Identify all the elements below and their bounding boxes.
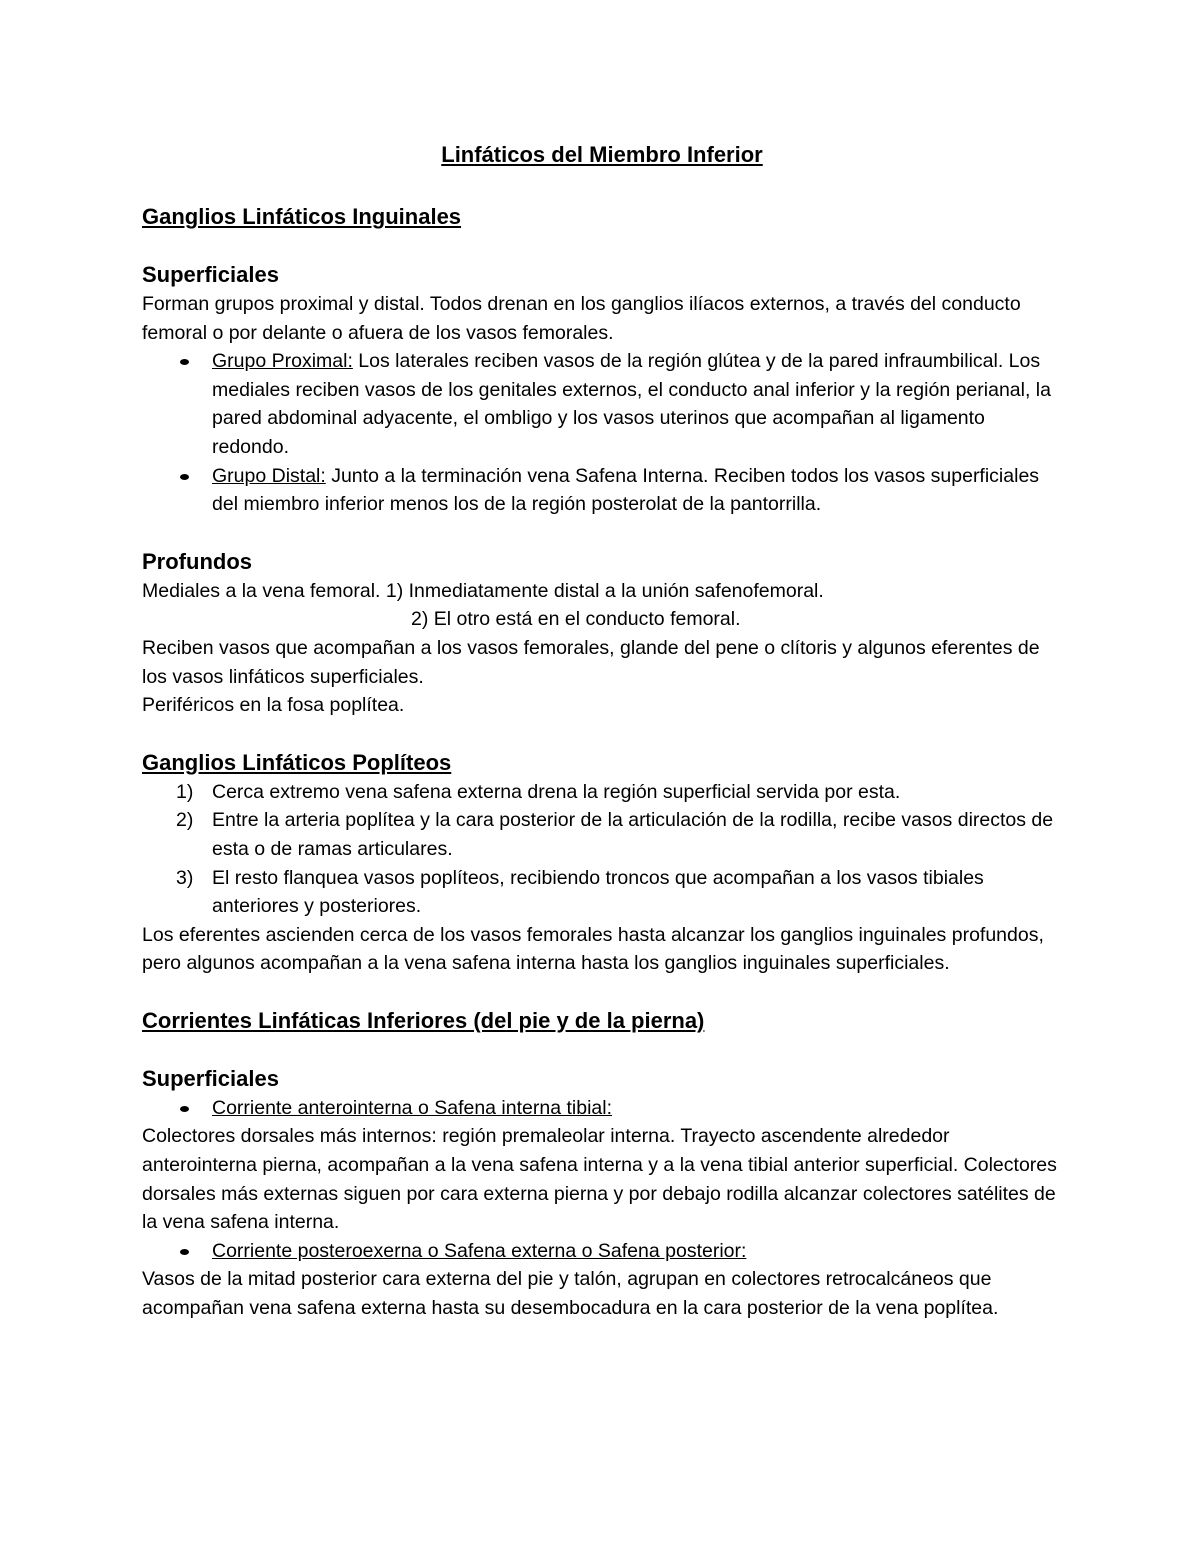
corriente-posteroexterna-text: Vasos de la mitad posterior cara externa del pie y talón, agrupan en colectores retrocalcáneos que acompañan vena safena externa hasta su desembocadura en la cara posterior de la vena poplítea. bbox=[142, 1268, 999, 1320]
list-marker: 2) bbox=[176, 809, 194, 832]
list-item-label: Grupo Proximal: bbox=[212, 350, 353, 373]
heading-ganglios-inguinales: Ganglios Linfáticos Inguinales bbox=[142, 204, 462, 229]
list-marker: 3) bbox=[176, 866, 194, 889]
subheading-corrientes-superficiales: Superficiales bbox=[142, 1065, 279, 1091]
bullet-icon bbox=[180, 1249, 189, 1255]
list-item-label: Corriente anterointerna o Safena interna tibial: bbox=[212, 1096, 612, 1119]
list-item bbox=[142, 778, 1062, 807]
bullet-icon bbox=[180, 474, 189, 480]
list-item bbox=[142, 806, 1062, 863]
list-item-text: El resto flanquea vasos poplíteos, recibiendo troncos que acompañan a los vasos tibiales anteriores y posteriores. bbox=[212, 866, 984, 918]
heading-corrientes-linfaticas: Corrientes Linfáticas Inferiores (del pie y de la pierna) bbox=[142, 1007, 705, 1033]
heading-ganglios-popliteos: Ganglios Linfáticos Poplíteos bbox=[142, 749, 452, 775]
profundos-line-2: 2) El otro está en el conducto femoral. bbox=[411, 608, 741, 631]
list-item bbox=[142, 462, 1062, 519]
profundos-line-4: Periféricos en la fosa poplítea. bbox=[142, 694, 405, 717]
document-page bbox=[142, 140, 1062, 1323]
list-marker: 1) bbox=[176, 780, 194, 803]
bullet-icon bbox=[180, 359, 189, 365]
superficiales-intro: Forman grupos proximal y distal. Todos drenan en los ganglios ilíacos externos, a través del conducto femoral o por delante o afuera de los vasos femorales. bbox=[142, 293, 1021, 344]
corriente-anterointerna-text: Colectores dorsales más internos: región premaleolar interna. Trayecto ascendente alrededor anterointerna pierna, acompañan a la vena safena interna y a la vena tibial anterior superficial. Colectores dorsales más externas siguen por cara externa pierna y por debajo rodilla alcanzar colectores satélites de la vena safena interna. bbox=[142, 1125, 1057, 1234]
list-item bbox=[142, 347, 1062, 461]
profundos-line-3: Reciben vasos que acompañan a los vasos femorales, glande del pene o clítoris y algunos eferentes de los vasos linfáticos superficiales. bbox=[142, 636, 1040, 688]
profundos-line-1: Mediales a la vena femoral. 1) Inmediatamente distal a la unión safenofemoral. bbox=[142, 579, 824, 602]
corrientes-list-2 bbox=[142, 1237, 1062, 1266]
list-item bbox=[142, 864, 1062, 921]
list-item-text: Cerca extremo vena safena externa drena la región superficial servida por esta. bbox=[212, 780, 901, 803]
popliteos-outro: Los eferentes ascienden cerca de los vasos femorales hasta alcanzar los ganglios inguinales profundos, pero algunos acompañan a la vena safena interna hasta los ganglios inguinales superficiales. bbox=[142, 923, 1044, 975]
list-item-label: Corriente posteroexerna o Safena externa o Safena posterior: bbox=[212, 1239, 747, 1262]
list-item-text: Los laterales reciben vasos de la región glútea y de la pared infraumbilical. Los mediales reciben vasos de los genitales externos, el conducto anal inferior y la región perianal, la pared abdominal adyacente, el ombligo y los vasos uterinos que acompañan al ligamento redondo. bbox=[212, 350, 1051, 458]
document-title: Linfáticos del Miembro Inferior bbox=[441, 142, 763, 167]
list-item bbox=[142, 1094, 1062, 1123]
subheading-superficiales: Superficiales bbox=[142, 262, 279, 287]
bullet-icon bbox=[180, 1106, 189, 1112]
list-item-text: Junto a la terminación vena Safena Interna. Reciben todos los vasos superficiales del miembro inferior menos los de la región posterolat de la pantorrilla. bbox=[212, 464, 1040, 516]
corrientes-list-1 bbox=[142, 1094, 1062, 1123]
list-item-label: Grupo Distal: bbox=[212, 464, 326, 487]
subheading-profundos: Profundos bbox=[142, 548, 252, 574]
list-item bbox=[142, 1237, 1062, 1266]
popliteos-list bbox=[142, 778, 1062, 921]
list-item-text: Entre la arteria poplítea y la cara posterior de la articulación de la rodilla, recibe vasos directos de esta o de ramas articulares. bbox=[212, 809, 1054, 860]
superficiales-list bbox=[142, 347, 1062, 519]
